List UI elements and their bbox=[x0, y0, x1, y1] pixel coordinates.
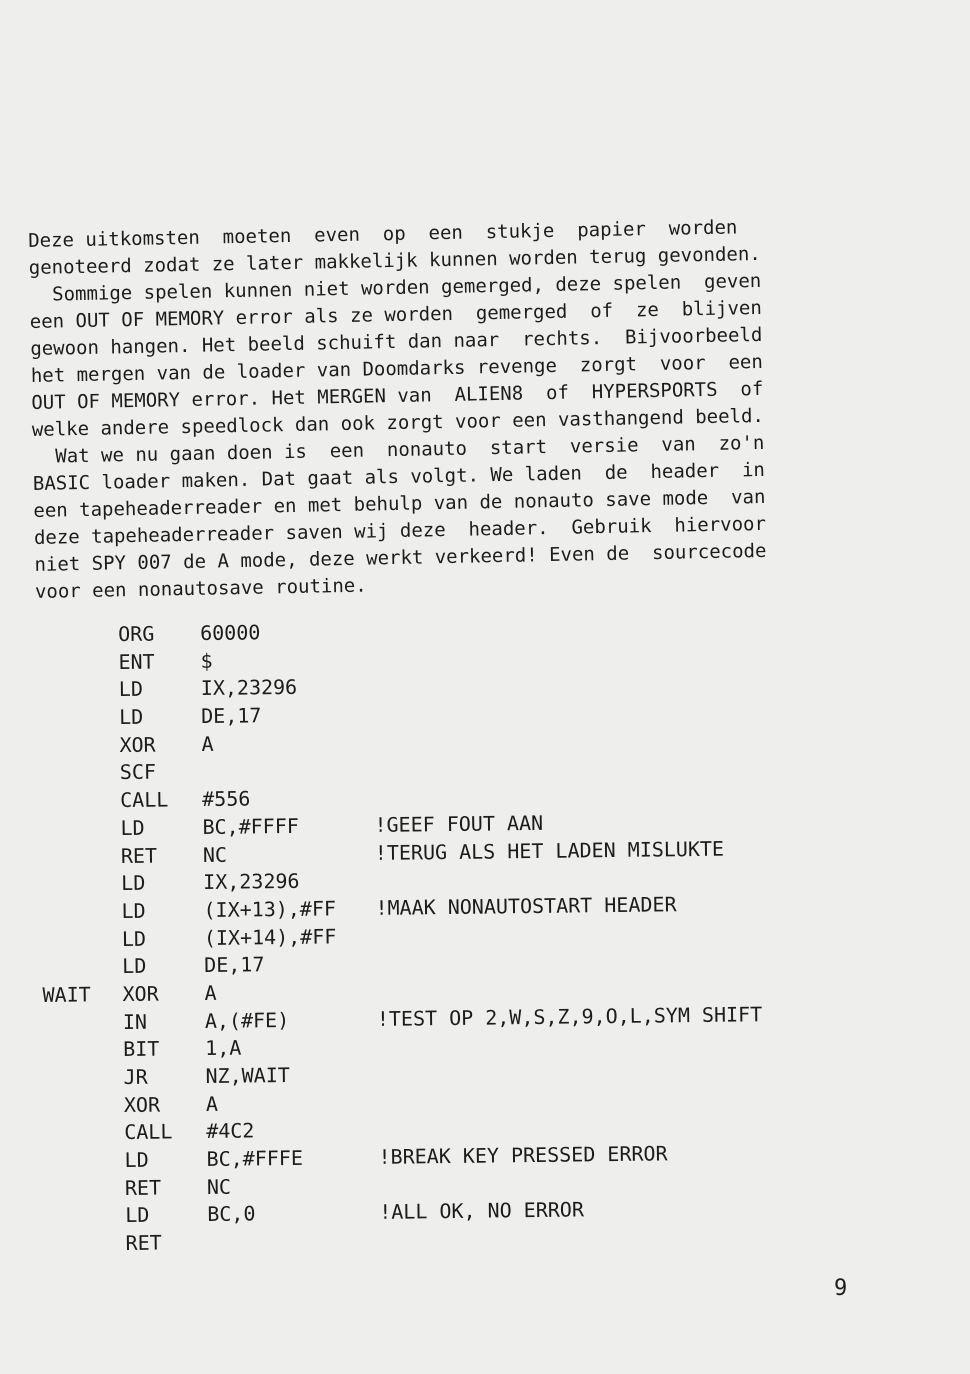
code-operand: 1,A bbox=[205, 1035, 242, 1061]
code-opcode: JR bbox=[123, 1064, 148, 1089]
code-opcode: ORG bbox=[118, 621, 155, 647]
code-opcode: LD bbox=[118, 677, 144, 702]
paragraph-line: het mergen van de loader van Doomdarks revenge zorgt voor een bbox=[30, 350, 764, 387]
code-operand: A bbox=[205, 1091, 219, 1116]
code-opcode: RET bbox=[120, 843, 158, 868]
assembly-listing bbox=[38, 611, 926, 1259]
code-operand: (IX+13),#FF bbox=[203, 896, 337, 922]
code-opcode: LD bbox=[125, 1203, 150, 1228]
code-operand: 60000 bbox=[200, 620, 261, 646]
code-operand: DE,17 bbox=[201, 703, 262, 729]
code-label: WAIT bbox=[42, 982, 91, 1007]
code-operand: BC,#FFFF bbox=[202, 813, 299, 839]
code-operand: BC,#FFFE bbox=[206, 1145, 304, 1172]
code-operand: BC,0 bbox=[207, 1201, 256, 1227]
page-number: 9 bbox=[834, 1276, 848, 1301]
code-opcode: RET bbox=[124, 1175, 162, 1200]
paragraph-line: Deze uitkomsten moeten even op een stukje papier worden bbox=[28, 216, 738, 252]
code-comment: !GEEF FOUT AAN bbox=[374, 810, 544, 837]
paragraph-line: niet SPY 007 de A mode, deze werkt verkeerd! Even de sourcecode bbox=[34, 539, 767, 576]
code-opcode: CALL bbox=[124, 1119, 173, 1145]
code-opcode: XOR bbox=[122, 981, 159, 1006]
code-operand: (IX+14),#FF bbox=[203, 923, 337, 950]
paragraph-line: Sommige spelen kunnen niet worden gemerged, deze spelen geven bbox=[29, 269, 762, 306]
paragraph-line: deze tapeheaderreader saven wij deze header. Gebruik hiervoor bbox=[33, 512, 767, 549]
code-comment: !TEST OP 2,W,S,Z,9,O,L,SYM SHIFT bbox=[376, 1001, 763, 1031]
paragraph-line: welke andere speedlock dan ook zorgt voor een vasthangend beeld. bbox=[31, 404, 765, 441]
code-opcode: LD bbox=[120, 815, 145, 840]
code-operand: IX,23296 bbox=[203, 869, 300, 895]
paragraph-line: voor een nonautosave routine. bbox=[34, 574, 367, 603]
code-opcode: LD bbox=[119, 704, 144, 730]
code-operand: A,(#FE) bbox=[204, 1007, 290, 1033]
code-operand: NZ,WAIT bbox=[205, 1062, 290, 1088]
paragraph-line: een tapeheaderreader en met behulp van de nonauto save mode van bbox=[33, 485, 766, 522]
code-comment: !TERUG ALS HET LADEN MISLUKTE bbox=[374, 836, 725, 865]
paragraph-line: gewoon hangen. Het beeld schuift dan naar rechts. Bijvoorbeeld bbox=[30, 323, 763, 360]
code-opcode: LD bbox=[124, 1147, 149, 1173]
paragraph-line: Wat we nu gaan doen is een nonauto start versie van zo'n bbox=[32, 431, 765, 468]
paragraph-line: een OUT OF MEMORY error als ze worden gemerged of ze blijven bbox=[29, 296, 762, 333]
code-comment: !MAAK NONAUTOSTART HEADER bbox=[375, 892, 677, 920]
code-operand: NC bbox=[202, 842, 228, 867]
paragraph-line: OUT OF MEMORY error. Het MERGEN van ALIEN8 of HYPERSPORTS of bbox=[31, 377, 764, 414]
code-opcode: SCF bbox=[119, 760, 157, 785]
code-comment: !BREAK KEY PRESSED ERROR bbox=[378, 1141, 668, 1169]
code-opcode: XOR bbox=[119, 732, 156, 757]
body-paragraph bbox=[28, 211, 935, 606]
code-opcode: LD bbox=[122, 953, 147, 979]
code-operand: DE,17 bbox=[204, 952, 265, 978]
paragraph-line: genoteerd zodat ze later makkelijk kunnen worden terug gevonden. bbox=[28, 242, 761, 279]
code-comment: !ALL OK, NO ERROR bbox=[379, 1197, 585, 1225]
code-opcode: LD bbox=[121, 926, 147, 951]
code-opcode: BIT bbox=[123, 1036, 160, 1062]
code-opcode: CALL bbox=[120, 787, 169, 813]
code-opcode: LD bbox=[121, 898, 146, 923]
code-operand: $ bbox=[200, 648, 213, 673]
code-operand: IX,23296 bbox=[200, 675, 298, 701]
code-operand: A bbox=[201, 731, 214, 756]
code-opcode: LD bbox=[121, 870, 146, 896]
code-operand: #556 bbox=[202, 786, 251, 812]
code-opcode: IN bbox=[122, 1009, 148, 1034]
code-operand: A bbox=[204, 980, 217, 1005]
code-opcode: RET bbox=[125, 1230, 162, 1256]
code-operand: #4C2 bbox=[206, 1118, 255, 1144]
paragraph-line: BASIC loader maken. Dat gaat als volgt. We laden de header in bbox=[32, 458, 766, 495]
code-operand: NC bbox=[206, 1174, 232, 1199]
code-opcode: XOR bbox=[123, 1092, 161, 1117]
code-opcode: ENT bbox=[118, 649, 155, 674]
